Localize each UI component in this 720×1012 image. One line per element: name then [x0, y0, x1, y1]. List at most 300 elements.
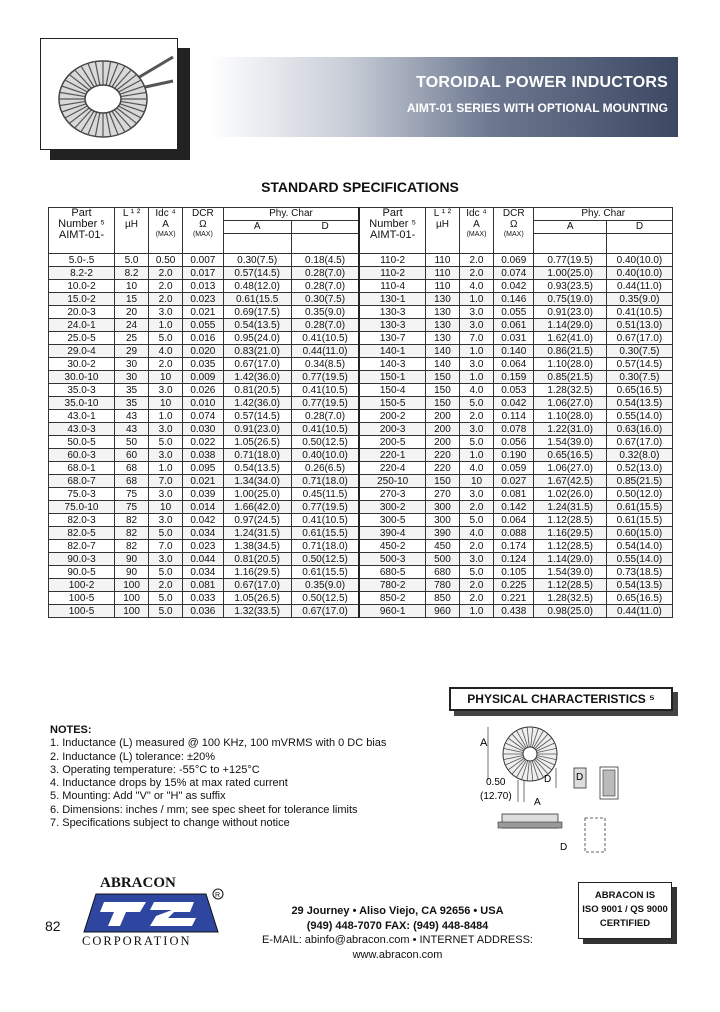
header-dcr: DCR Ω (MAX) — [494, 208, 534, 254]
table-cell: 100-5 — [49, 592, 115, 605]
table-cell: 0.61(15.5) — [606, 501, 672, 514]
table-cell: 0.027 — [494, 475, 534, 488]
table-cell: 0.35(9.0) — [291, 579, 359, 592]
table-cell: 1.0 — [459, 449, 493, 462]
table-cell: 0.007 — [183, 254, 223, 267]
table-cell: 0.45(11.5) — [291, 488, 359, 501]
table-cell: 3.0 — [459, 553, 493, 566]
table-cell: 0.67(17.0) — [291, 605, 359, 618]
table-cell: 0.020 — [183, 345, 223, 358]
header-part: Part Number ⁵ AIMT-01- — [49, 208, 115, 254]
table-cell: 35.0-3 — [49, 384, 115, 397]
table-cell: 110-2 — [359, 267, 425, 280]
table-cell: 0.055 — [183, 319, 223, 332]
table-cell: 0.105 — [494, 566, 534, 579]
table-row — [49, 397, 673, 410]
table-cell: 450-2 — [359, 540, 425, 553]
table-cell: 0.042 — [183, 514, 223, 527]
table-cell: 0.26(6.5) — [291, 462, 359, 475]
table-cell: 2.0 — [149, 267, 183, 280]
table-cell: 780 — [425, 579, 459, 592]
table-row — [49, 254, 673, 267]
table-cell: 3.0 — [149, 449, 183, 462]
table-cell: 0.074 — [183, 410, 223, 423]
table-cell: 0.61(15.5 — [223, 293, 291, 306]
web-line: E-MAIL: abinfo@abracon.com • INTERNET ADDRESS: www.abracon.com — [262, 934, 533, 961]
table-cell: 0.30(7.5) — [223, 254, 291, 267]
table-cell: 0.28(7.0) — [291, 280, 359, 293]
header-idc: Idc ⁴ A (MAX) — [149, 208, 183, 254]
table-cell: 0.225 — [494, 579, 534, 592]
table-cell: 130 — [425, 332, 459, 345]
table-cell: 0.095 — [183, 462, 223, 475]
table-cell: 0.18(4.5) — [291, 254, 359, 267]
table-cell: 2.0 — [459, 254, 493, 267]
table-cell: 0.438 — [494, 605, 534, 618]
table-cell: 0.30(7.5) — [606, 345, 672, 358]
table-cell: 0.34(8.5) — [291, 358, 359, 371]
table-row — [49, 514, 673, 527]
table-cell: 100 — [115, 579, 149, 592]
table-cell: 1.0 — [459, 371, 493, 384]
table-cell: 390-4 — [359, 527, 425, 540]
table-cell: 10 — [115, 280, 149, 293]
table-cell: 130 — [425, 293, 459, 306]
table-cell: 0.44(11.0) — [291, 345, 359, 358]
table-cell: 0.71(18.0) — [291, 475, 359, 488]
table-cell: 0.026 — [183, 384, 223, 397]
table-cell: 0.55(14.0) — [606, 553, 672, 566]
table-cell: 10 — [149, 501, 183, 514]
table-cell: 1.16(29.5) — [534, 527, 606, 540]
table-cell: 1.0 — [149, 462, 183, 475]
table-cell: 50 — [115, 436, 149, 449]
table-cell: 680-5 — [359, 566, 425, 579]
table-cell: 0.67(17.0) — [223, 358, 291, 371]
table-cell: 1.10(28.0) — [534, 358, 606, 371]
table-cell: 200-5 — [359, 436, 425, 449]
table-cell: 4.0 — [459, 384, 493, 397]
table-cell: 0.056 — [494, 436, 534, 449]
table-cell: 0.033 — [183, 592, 223, 605]
table-cell: 1.22(31.0) — [534, 423, 606, 436]
table-cell: 0.77(19.5) — [291, 397, 359, 410]
table-cell: 5.0 — [149, 527, 183, 540]
table-cell: 0.50 — [149, 254, 183, 267]
table-cell: 4.0 — [459, 462, 493, 475]
table-cell: 0.064 — [494, 514, 534, 527]
table-cell: 140 — [425, 358, 459, 371]
table-cell: 2.0 — [149, 358, 183, 371]
header-d: D — [606, 221, 672, 234]
table-cell: 0.60(15.0) — [606, 527, 672, 540]
table-row — [49, 267, 673, 280]
table-cell: 10 — [459, 475, 493, 488]
spec-table-body — [49, 254, 673, 618]
table-cell: 0.061 — [494, 319, 534, 332]
table-cell: 0.042 — [494, 280, 534, 293]
table-cell: 140-1 — [359, 345, 425, 358]
table-cell: 1.28(32.5) — [534, 384, 606, 397]
table-cell: 0.078 — [494, 423, 534, 436]
table-cell: 0.30(7.5) — [606, 371, 672, 384]
table-cell: 0.57(14.5) — [223, 267, 291, 280]
table-cell: 1.0 — [149, 319, 183, 332]
table-row — [49, 462, 673, 475]
table-cell: 110 — [425, 267, 459, 280]
table-cell: 50.0-5 — [49, 436, 115, 449]
table-cell: 0.021 — [183, 306, 223, 319]
dim-inches: 0.50 — [486, 777, 506, 788]
table-cell: 0.67(17.0) — [606, 332, 672, 345]
table-cell: 43.0-1 — [49, 410, 115, 423]
notes-title: NOTES: — [50, 724, 92, 736]
table-cell: 0.159 — [494, 371, 534, 384]
table-cell: 3.0 — [459, 306, 493, 319]
table-cell: 29.0-4 — [49, 345, 115, 358]
table-cell: 0.48(12.0) — [223, 280, 291, 293]
table-cell: 0.57(14.5) — [606, 358, 672, 371]
table-cell: 0.069 — [494, 254, 534, 267]
spec-table — [48, 207, 673, 618]
table-cell: 1.28(32.5) — [534, 592, 606, 605]
table-cell: 110 — [425, 280, 459, 293]
table-cell: 10.0-2 — [49, 280, 115, 293]
table-cell: 3.0 — [149, 488, 183, 501]
table-cell: 200-2 — [359, 410, 425, 423]
table-row — [49, 358, 673, 371]
table-cell: 0.30(7.5) — [291, 293, 359, 306]
table-cell: 82.0-3 — [49, 514, 115, 527]
table-cell: 300-5 — [359, 514, 425, 527]
page-title: TOROIDAL POWER INDUCTORS — [416, 74, 668, 91]
table-cell: 200 — [425, 410, 459, 423]
table-cell: 82 — [115, 540, 149, 553]
table-cell: 1.05(26.5) — [223, 592, 291, 605]
table-cell: 90 — [115, 553, 149, 566]
table-cell: 270-3 — [359, 488, 425, 501]
table-cell: 5.0 — [149, 605, 183, 618]
table-cell: 75 — [115, 488, 149, 501]
table-row — [49, 306, 673, 319]
table-cell: 5.0 — [459, 566, 493, 579]
table-cell: 0.54(13.5) — [223, 319, 291, 332]
table-cell: 0.021 — [183, 475, 223, 488]
table-cell: 1.16(29.5) — [223, 566, 291, 579]
table-cell: 200 — [425, 436, 459, 449]
table-cell: 0.75(19.0) — [534, 293, 606, 306]
table-cell: 0.44(11.0) — [606, 605, 672, 618]
table-cell: 130-7 — [359, 332, 425, 345]
table-cell: 0.146 — [494, 293, 534, 306]
table-cell: 0.54(14.0) — [606, 540, 672, 553]
table-cell: 0.053 — [494, 384, 534, 397]
table-cell: 1.67(42.5) — [534, 475, 606, 488]
table-row — [49, 553, 673, 566]
table-row — [49, 436, 673, 449]
header-d: D — [291, 221, 359, 234]
table-cell: 1.12(28.5) — [534, 579, 606, 592]
table-cell: 3.0 — [459, 488, 493, 501]
table-cell: 0.98(25.0) — [534, 605, 606, 618]
table-cell: 2.0 — [149, 280, 183, 293]
table-cell: 960-1 — [359, 605, 425, 618]
table-cell: 90 — [115, 566, 149, 579]
label-d-mount: D — [576, 772, 584, 783]
table-cell: 0.35(9.0) — [606, 293, 672, 306]
header-l: L ¹ ² µH — [425, 208, 459, 254]
table-cell: 0.86(21.5) — [534, 345, 606, 358]
table-cell: 5.0 — [149, 332, 183, 345]
table-cell: 35 — [115, 397, 149, 410]
table-cell: 1.62(41.0) — [534, 332, 606, 345]
table-cell: 30.0-2 — [49, 358, 115, 371]
table-cell: 0.40(10.0) — [291, 449, 359, 462]
table-cell: 90.0-5 — [49, 566, 115, 579]
table-cell: 68 — [115, 475, 149, 488]
table-row — [49, 371, 673, 384]
contact-block — [230, 904, 565, 962]
table-cell: 0.32(8.0) — [606, 449, 672, 462]
table-cell: 82.0-7 — [49, 540, 115, 553]
table-cell: 680 — [425, 566, 459, 579]
table-cell: 0.035 — [183, 358, 223, 371]
note-item: 1. Inductance (L) measured @ 100 KHz, 100 mVRMS with 0 DC bias — [50, 737, 387, 750]
mount-outline — [585, 818, 605, 852]
table-cell: 0.28(7.0) — [291, 267, 359, 280]
table-cell: 0.61(15.5) — [291, 527, 359, 540]
table-cell: 0.023 — [183, 540, 223, 553]
logo-sub: CORPORATION — [82, 934, 192, 948]
table-row — [49, 605, 673, 618]
table-cell: 20 — [115, 306, 149, 319]
table-cell: 8.2-2 — [49, 267, 115, 280]
table-cell: 24.0-1 — [49, 319, 115, 332]
table-cell: 150-5 — [359, 397, 425, 410]
table-cell: 0.67(17.0) — [223, 579, 291, 592]
table-cell: 300-2 — [359, 501, 425, 514]
table-cell: 10 — [149, 397, 183, 410]
table-row — [49, 332, 673, 345]
header-part: Part Number ⁵ AIMT-01- — [359, 208, 425, 254]
note-item: 7. Specifications subject to change without notice — [50, 817, 290, 830]
table-cell: 82.0-5 — [49, 527, 115, 540]
table-cell: 150-1 — [359, 371, 425, 384]
table-cell: 0.40(10.0) — [606, 254, 672, 267]
table-cell: 0.140 — [494, 345, 534, 358]
label-a: A — [480, 737, 488, 749]
table-cell: 0.055 — [494, 306, 534, 319]
table-cell: 0.71(18.0) — [223, 449, 291, 462]
table-cell: 0.41(10.5) — [291, 423, 359, 436]
table-cell: 0.83(21.0) — [223, 345, 291, 358]
table-cell: 780-2 — [359, 579, 425, 592]
table-cell: 150 — [425, 384, 459, 397]
table-cell: 0.57(14.5) — [223, 410, 291, 423]
table-cell: 29 — [115, 345, 149, 358]
table-cell: 0.52(13.0) — [606, 462, 672, 475]
table-cell: 0.65(16.5) — [606, 384, 672, 397]
table-row — [49, 319, 673, 332]
header-l: L ¹ ² µH — [115, 208, 149, 254]
table-row — [49, 579, 673, 592]
table-cell: 35.0-10 — [49, 397, 115, 410]
table-cell: 43 — [115, 410, 149, 423]
table-cell: 0.69(17.5) — [223, 306, 291, 319]
table-cell: 500 — [425, 553, 459, 566]
table-cell: 0.016 — [183, 332, 223, 345]
table-cell: 0.081 — [494, 488, 534, 501]
table-cell: 3.0 — [459, 358, 493, 371]
table-cell: 0.009 — [183, 371, 223, 384]
table-cell: 960 — [425, 605, 459, 618]
toroid-image — [41, 39, 177, 149]
table-cell: 0.088 — [494, 527, 534, 540]
table-cell: 5.0 — [459, 436, 493, 449]
table-cell: 60.0-3 — [49, 449, 115, 462]
table-cell: 1.00(25.0) — [223, 488, 291, 501]
table-cell: 0.064 — [494, 358, 534, 371]
table-cell: 3.0 — [149, 514, 183, 527]
table-cell: 1.05(26.5) — [223, 436, 291, 449]
header-a: A — [223, 221, 291, 234]
table-cell: 850 — [425, 592, 459, 605]
table-cell: 130-3 — [359, 306, 425, 319]
table-cell: 130-3 — [359, 319, 425, 332]
table-cell: 150 — [425, 397, 459, 410]
table-cell: 5.0 — [149, 566, 183, 579]
table-cell: 140 — [425, 345, 459, 358]
table-cell: 2.0 — [459, 579, 493, 592]
table-cell: 200-3 — [359, 423, 425, 436]
table-cell: 68 — [115, 462, 149, 475]
table-cell: 1.00(25.0) — [534, 267, 606, 280]
table-cell: 0.50(12.0) — [606, 488, 672, 501]
table-cell: 0.77(19.5) — [291, 501, 359, 514]
table-cell: 5.0-.5 — [49, 254, 115, 267]
table-cell: 1.34(34.0) — [223, 475, 291, 488]
table-row — [49, 410, 673, 423]
table-cell: 0.91(23.0) — [534, 306, 606, 319]
table-cell: 15.0-2 — [49, 293, 115, 306]
table-cell: 0.41(10.5) — [606, 306, 672, 319]
header-phy: Phy. Char — [223, 208, 359, 221]
table-cell: 130 — [425, 319, 459, 332]
table-cell: 0.074 — [494, 267, 534, 280]
table-cell: 25.0-5 — [49, 332, 115, 345]
table-cell: 0.038 — [183, 449, 223, 462]
table-cell: 0.51(13.0) — [606, 319, 672, 332]
table-cell: 0.71(18.0) — [291, 540, 359, 553]
table-cell: 1.10(28.0) — [534, 410, 606, 423]
table-cell: 15 — [115, 293, 149, 306]
table-cell: 0.55(14.0) — [606, 410, 672, 423]
table-cell: 0.95(24.0) — [223, 332, 291, 345]
table-cell: 1.42(36.0) — [223, 371, 291, 384]
table-row — [49, 423, 673, 436]
header-dcr: DCR Ω (MAX) — [183, 208, 223, 254]
table-cell: 1.38(34.5) — [223, 540, 291, 553]
table-row — [49, 345, 673, 358]
header-a: A — [534, 221, 606, 234]
table-cell: 0.81(20.5) — [223, 384, 291, 397]
logo-emblem — [84, 892, 221, 932]
table-cell: 500-3 — [359, 553, 425, 566]
svg-text:R: R — [215, 892, 221, 899]
header-phy: Phy. Char — [534, 208, 673, 221]
abracon-logo — [76, 872, 226, 948]
table-cell: 220-4 — [359, 462, 425, 475]
table-cell: 0.039 — [183, 488, 223, 501]
table-cell: 300 — [425, 514, 459, 527]
table-cell: 0.044 — [183, 553, 223, 566]
table-cell: 0.50(12.5) — [291, 553, 359, 566]
note-item: 6. Dimensions: inches / mm; see spec sheet for tolerance limits — [50, 803, 358, 816]
table-cell: 0.77(19.5) — [534, 254, 606, 267]
table-cell: 0.50(12.5) — [291, 436, 359, 449]
table-cell: 130 — [425, 306, 459, 319]
table-cell: 150 — [425, 371, 459, 384]
table-cell: 1.12(28.5) — [534, 514, 606, 527]
table-cell: 0.65(16.5) — [606, 592, 672, 605]
table-cell: 100-2 — [49, 579, 115, 592]
table-row — [49, 293, 673, 306]
table-cell: 0.54(13.5) — [606, 579, 672, 592]
table-cell: 450 — [425, 540, 459, 553]
table-cell: 1.24(31.5) — [534, 501, 606, 514]
table-cell: 30 — [115, 358, 149, 371]
table-cell: 0.013 — [183, 280, 223, 293]
table-cell: 0.41(10.5) — [291, 384, 359, 397]
table-cell: 1.0 — [459, 293, 493, 306]
table-cell: 0.017 — [183, 267, 223, 280]
table-cell: 90.0-3 — [49, 553, 115, 566]
table-cell: 4.0 — [459, 527, 493, 540]
table-row — [49, 384, 673, 397]
table-cell: 140-3 — [359, 358, 425, 371]
table-cell: 30 — [115, 371, 149, 384]
table-cell: 75.0-10 — [49, 501, 115, 514]
table-cell: 5.0 — [115, 254, 149, 267]
table-cell: 0.174 — [494, 540, 534, 553]
table-cell: 82 — [115, 514, 149, 527]
table-cell: 1.32(33.5) — [223, 605, 291, 618]
table-cell: 30.0-10 — [49, 371, 115, 384]
product-photo — [40, 38, 178, 150]
table-cell: 75.0-3 — [49, 488, 115, 501]
table-cell: 0.023 — [183, 293, 223, 306]
spec-heading: STANDARD SPECIFICATIONS — [261, 179, 459, 195]
table-cell: 0.28(7.0) — [291, 319, 359, 332]
table-cell: 5.0 — [149, 436, 183, 449]
table-row — [49, 566, 673, 579]
table-cell: 0.40(10.0) — [606, 267, 672, 280]
table-cell: 0.042 — [494, 397, 534, 410]
table-cell: 1.54(39.0) — [534, 436, 606, 449]
table-cell: 200 — [425, 423, 459, 436]
table-row — [49, 527, 673, 540]
table-cell: 110 — [425, 254, 459, 267]
table-cell: 220 — [425, 449, 459, 462]
table-cell: 0.010 — [183, 397, 223, 410]
table-cell: 0.77(19.5) — [291, 371, 359, 384]
table-cell: 0.81(20.5) — [223, 553, 291, 566]
table-cell: 1.42(36.0) — [223, 397, 291, 410]
table-cell: 68.0-1 — [49, 462, 115, 475]
table-cell: 850-2 — [359, 592, 425, 605]
table-cell: 1.0 — [149, 410, 183, 423]
table-cell: 110-2 — [359, 254, 425, 267]
